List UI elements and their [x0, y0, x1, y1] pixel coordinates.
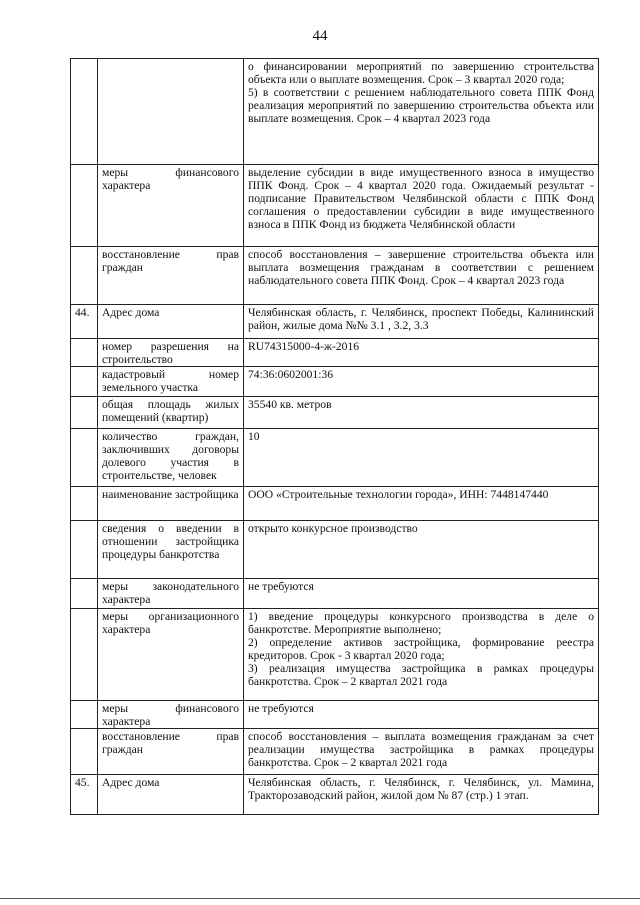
row-value [244, 429, 599, 487]
table-row [71, 609, 599, 701]
row-label: сведения о введении в отношении застройщика процедуры банкротства [98, 521, 244, 579]
value-paragraph: 10 [248, 430, 260, 443]
table-row [71, 487, 599, 521]
value-paragraph: Челябинская область, г. Челябинск, г. Челябинск, ул. Мамина, Тракторозаводский район, жилой дом № 87 (стр.) 1 этап. [248, 776, 594, 802]
row-number: 44. [71, 305, 98, 339]
value-paragraph: способ восстановления – выплата возмещения гражданам за счет реализации имущества застройщика в рамках процедуры банкротства. Срок – 2 квартал 2021 года [248, 730, 594, 769]
row-label: кадастровый номер земельного участка [98, 367, 244, 397]
row-label: восстановление прав граждан [98, 729, 244, 775]
bottom-divider [0, 898, 640, 899]
row-number: 45. [71, 775, 98, 815]
value-paragraph: не требуются [248, 702, 314, 715]
row-number [71, 487, 98, 521]
page-number: 44 [312, 28, 328, 44]
row-value [244, 487, 599, 521]
row-label: количество граждан, заключивших договоры долевого участия в строительстве, человек [98, 429, 244, 487]
row-number [71, 339, 98, 367]
row-label: номер разрешения на строительство [98, 339, 244, 367]
table-row [71, 305, 599, 339]
row-number [71, 367, 98, 397]
table-row [71, 429, 599, 487]
row-label: Адрес дома [98, 775, 244, 815]
row-label [98, 59, 244, 165]
row-value [244, 701, 599, 729]
value-paragraph: выделение субсидии в виде имущественного взноса в имущество ППК Фонд. Срок – 4 квартал 2020 года. Ожидаемый результат - подписание Правительством Челябинской области с ППК Фонд соглашения о предоставлении субсидии в виде имущественного взноса в ППК Фонд из бюджета Челябинской области [248, 166, 594, 231]
table-row [71, 165, 599, 247]
row-label: меры финансового характера [98, 165, 244, 247]
row-label: наименование застройщика [98, 487, 244, 521]
table-row [71, 59, 599, 165]
row-number [71, 701, 98, 729]
row-label: восстановление прав граждан [98, 247, 244, 305]
row-number [71, 59, 98, 165]
table-row [71, 775, 599, 815]
row-number [71, 729, 98, 775]
row-value [244, 305, 599, 339]
table-row [71, 701, 599, 729]
row-number [71, 429, 98, 487]
value-paragraph: 5) в соответствии с решением наблюдательного совета ППК Фонд реализация мероприятий по завершению строительства объекта или выплате возмещения. Срок – 4 квартал 2023 года [248, 86, 594, 125]
row-number [71, 609, 98, 701]
value-paragraph: 1) введение процедуры конкурсного производства в деле о банкротстве. Мероприятие выполнено; [248, 610, 594, 636]
row-value [244, 247, 599, 305]
table-row [71, 729, 599, 775]
row-number [71, 397, 98, 429]
row-value [244, 339, 599, 367]
value-paragraph: 2) определение активов застройщика, формирование реестра кредиторов. Срок - 3 квартал 2020 года; [248, 636, 594, 662]
row-value [244, 579, 599, 609]
row-label: общая площадь жилых помещений (квартир) [98, 397, 244, 429]
row-value [244, 397, 599, 429]
housing-table [70, 58, 599, 815]
value-paragraph: 3) реализация имущества застройщика в рамках процедуры банкротства. Срок – 2 квартал 2021 года [248, 662, 594, 688]
value-paragraph: способ восстановления – завершение строительства объекта или выплата возмещения гражданам в соответствии с решением наблюдательного совета ППК Фонд. Срок – 4 квартал 2023 года [248, 248, 594, 287]
value-paragraph: ООО «Строительные технологии города», ИНН: 7448147440 [248, 488, 549, 501]
row-value [244, 59, 599, 165]
table-row [71, 579, 599, 609]
row-number [71, 247, 98, 305]
row-value [244, 367, 599, 397]
value-paragraph: Челябинская область, г. Челябинск, проспект Победы, Калининский район, жилые дома №№ 3.1 , 3.2, 3.3 [248, 306, 594, 332]
value-paragraph: о финансировании мероприятий по завершению строительства объекта или о выплате возмещения. Срок – 3 квартал 2020 года; [248, 60, 594, 86]
table-row [71, 367, 599, 397]
table-row [71, 521, 599, 579]
table-row [71, 339, 599, 367]
value-paragraph: не требуются [248, 580, 314, 593]
row-value [244, 165, 599, 247]
row-number [71, 579, 98, 609]
table-row [71, 397, 599, 429]
row-label: Адрес дома [98, 305, 244, 339]
row-label: меры законодательного характера [98, 579, 244, 609]
row-number [71, 521, 98, 579]
row-value [244, 521, 599, 579]
row-value [244, 729, 599, 775]
row-label: меры организационного характера [98, 609, 244, 701]
row-label: меры финансового характера [98, 701, 244, 729]
value-paragraph: открыто конкурсное производство [248, 522, 418, 535]
value-paragraph: 35540 кв. метров [248, 398, 332, 411]
value-paragraph: RU74315000-4-ж-2016 [248, 340, 360, 353]
table-row [71, 247, 599, 305]
value-paragraph: 74:36:0602001:36 [248, 368, 334, 381]
row-value [244, 775, 599, 815]
row-number [71, 165, 98, 247]
row-value [244, 609, 599, 701]
